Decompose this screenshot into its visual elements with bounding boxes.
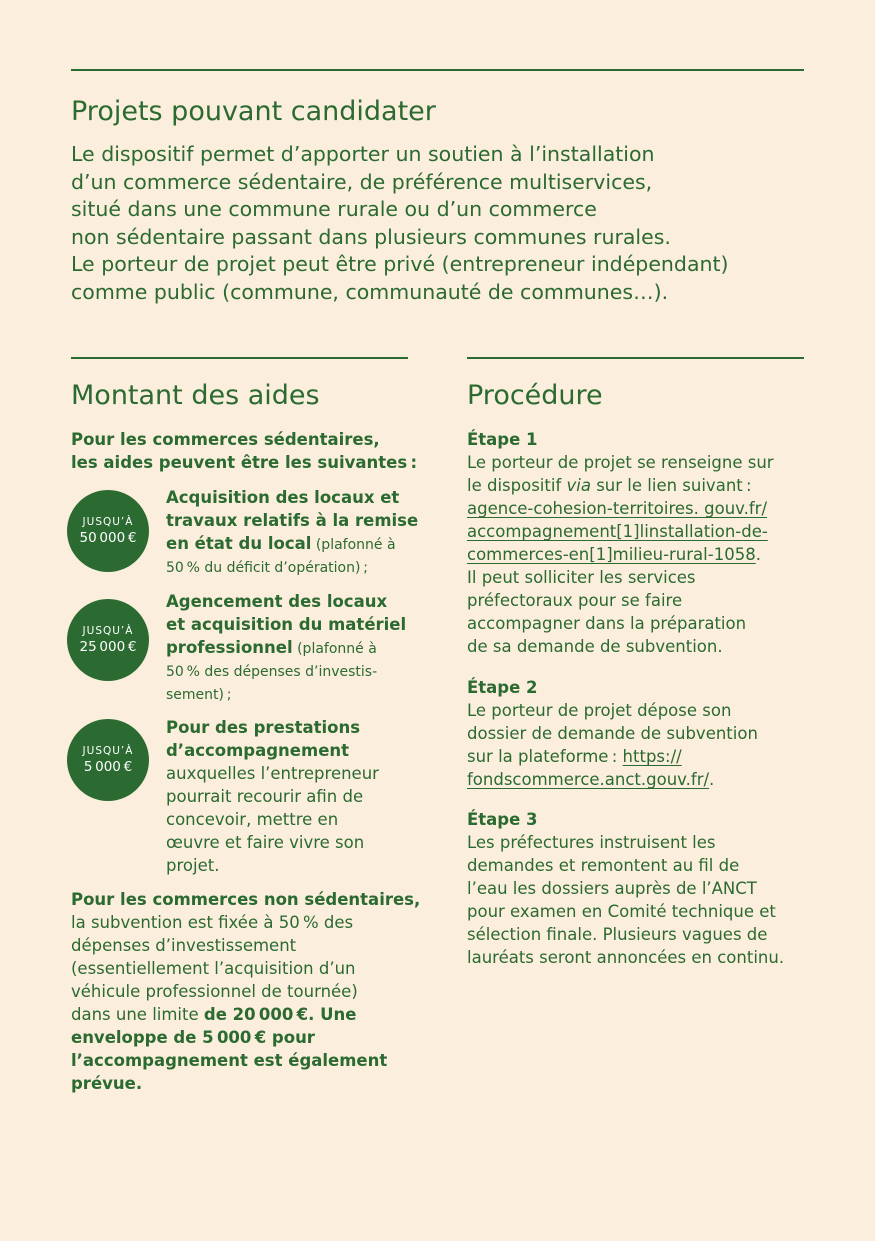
step-title: Étape 1 bbox=[467, 430, 538, 449]
fondscommerce-link[interactable]: fondscommerce.anct.gouv.fr/ bbox=[467, 770, 710, 789]
nonsed-text: dans une limite bbox=[71, 1005, 204, 1024]
step-line: demandes et remontent au fil de bbox=[467, 856, 740, 875]
montant-lead bbox=[71, 428, 418, 474]
step-line: Les préfectures instruisent les bbox=[467, 833, 716, 852]
act-link[interactable]: agence-cohesion-territoires. gouv.fr/ bbox=[467, 499, 768, 518]
step-line: dossier de demande de subvention bbox=[467, 724, 758, 743]
act-link[interactable]: commerces-en[1]milieu-rural-1058 bbox=[467, 545, 756, 564]
montant-title: Montant des aides bbox=[71, 380, 320, 411]
projets-title: Projets pouvant candidater bbox=[71, 96, 436, 127]
aid-item-locaux bbox=[166, 486, 419, 580]
step-emphasis: via bbox=[566, 476, 591, 495]
step-line: lauréats seront annoncées en continu. bbox=[467, 948, 785, 967]
aid-bold-text: en état du local bbox=[166, 534, 312, 553]
aid-bold-text: professionnel bbox=[166, 638, 293, 657]
step-line: préfectoraux pour se faire bbox=[467, 591, 683, 610]
step-line: l’eau les dossiers auprès de l’ANCT bbox=[467, 879, 757, 898]
procedure-title: Procédure bbox=[467, 380, 603, 411]
aid-note: 50 % du déficit d’opération) ; bbox=[166, 560, 368, 576]
aid-line: pourrait recourir afin de bbox=[166, 787, 364, 806]
lead-line: Pour les commerces sédentaires, bbox=[71, 430, 380, 449]
nonsed-line: (essentiellement l’acquisition d’un bbox=[71, 959, 356, 978]
projets-line: comme public (commune, communauté de communes…). bbox=[71, 279, 669, 304]
aid-item-agencement bbox=[166, 590, 416, 707]
nonsed-line: dépenses d’investissement bbox=[71, 936, 297, 955]
step-1 bbox=[467, 428, 827, 658]
amount-badge-25000 bbox=[67, 599, 149, 681]
aid-line: concevoir, mettre en bbox=[166, 810, 339, 829]
step-title: Étape 3 bbox=[467, 810, 538, 829]
procedure-divider bbox=[467, 357, 804, 359]
amount-badge-50000 bbox=[67, 490, 149, 572]
aid-line: Agencement des locaux bbox=[166, 592, 388, 611]
projets-line: d’un commerce sédentaire, de préférence multiservices, bbox=[71, 169, 653, 194]
projets-line: Le porteur de projet peut être privé (entrepreneur indépendant) bbox=[71, 252, 729, 277]
nonsed-line: prévue. bbox=[71, 1074, 143, 1093]
step-line: Il peut solliciter les services bbox=[467, 568, 696, 587]
step-line: accompagner dans la préparation bbox=[467, 614, 747, 633]
badge-label: JUSQU’À bbox=[82, 745, 134, 757]
step-title: Étape 2 bbox=[467, 678, 538, 697]
projets-description bbox=[71, 141, 831, 307]
step-line: de sa demande de subvention. bbox=[467, 637, 723, 656]
fondscommerce-link[interactable]: https:// bbox=[622, 747, 682, 766]
badge-amount: 5 000 € bbox=[83, 759, 133, 775]
aid-line: et acquisition du matériel bbox=[166, 615, 407, 634]
badge-label: JUSQU’À bbox=[82, 516, 134, 528]
step-line: Le porteur de projet se renseigne sur bbox=[467, 453, 774, 472]
nonsed-line: la subvention est fixée à 50 % des bbox=[71, 913, 354, 932]
aid-line: d’accompagnement bbox=[166, 741, 350, 760]
badge-amount: 25 000 € bbox=[79, 639, 137, 655]
non-sedentaire-paragraph bbox=[71, 888, 421, 1095]
step-text: le dispositif bbox=[467, 476, 567, 495]
act-link[interactable]: accompagnement[1]linstallation-de- bbox=[467, 522, 768, 541]
aid-line: travaux relatifs à la remise bbox=[166, 511, 419, 530]
aid-line: auxquelles l’entrepreneur bbox=[166, 764, 379, 783]
step-3 bbox=[467, 808, 827, 969]
step-text: . bbox=[709, 770, 715, 789]
aid-line: Acquisition des locaux et bbox=[166, 488, 400, 507]
lead-line: les aides peuvent être les suivantes : bbox=[71, 453, 418, 472]
step-text: sur la plateforme : bbox=[467, 747, 623, 766]
top-divider bbox=[71, 69, 804, 71]
projets-line: Le dispositif permet d’apporter un soutien à l’installation bbox=[71, 142, 655, 166]
nonsed-bold: de 20 000 €. Une bbox=[203, 1005, 357, 1024]
projets-line: non sédentaire passant dans plusieurs communes rurales. bbox=[71, 224, 671, 249]
aid-line: œuvre et faire vivre son bbox=[166, 833, 365, 852]
aid-note: 50 % des dépenses d’investis- bbox=[166, 664, 378, 680]
aid-line: Pour des prestations bbox=[166, 718, 361, 737]
nonsed-line: l’accompagnement est également bbox=[71, 1051, 388, 1070]
nonsed-line: Pour les commerces non sédentaires, bbox=[71, 890, 421, 909]
badge-amount: 50 000 € bbox=[79, 530, 137, 546]
projets-line: situé dans une commune rurale ou d’un commerce bbox=[71, 197, 597, 222]
aid-note: (plafonné à bbox=[292, 641, 377, 657]
aid-line: projet. bbox=[166, 856, 220, 875]
aid-note: sement) ; bbox=[166, 687, 232, 703]
step-text: . bbox=[755, 545, 761, 564]
step-line: Le porteur de projet dépose son bbox=[467, 701, 732, 720]
aid-item-accompagnement bbox=[166, 716, 416, 877]
step-line: pour examen en Comité technique et bbox=[467, 902, 776, 921]
nonsed-line: enveloppe de 5 000 € pour bbox=[71, 1028, 315, 1047]
step-2 bbox=[467, 676, 827, 791]
badge-label: JUSQU’À bbox=[82, 625, 134, 637]
step-text: sur le lien suivant : bbox=[590, 476, 752, 495]
montant-divider bbox=[71, 357, 408, 359]
amount-badge-5000 bbox=[67, 719, 149, 801]
nonsed-line: véhicule professionnel de tournée) bbox=[71, 982, 358, 1001]
aid-note: (plafonné à bbox=[311, 537, 396, 553]
step-line: sélection finale. Plusieurs vagues de bbox=[467, 925, 768, 944]
